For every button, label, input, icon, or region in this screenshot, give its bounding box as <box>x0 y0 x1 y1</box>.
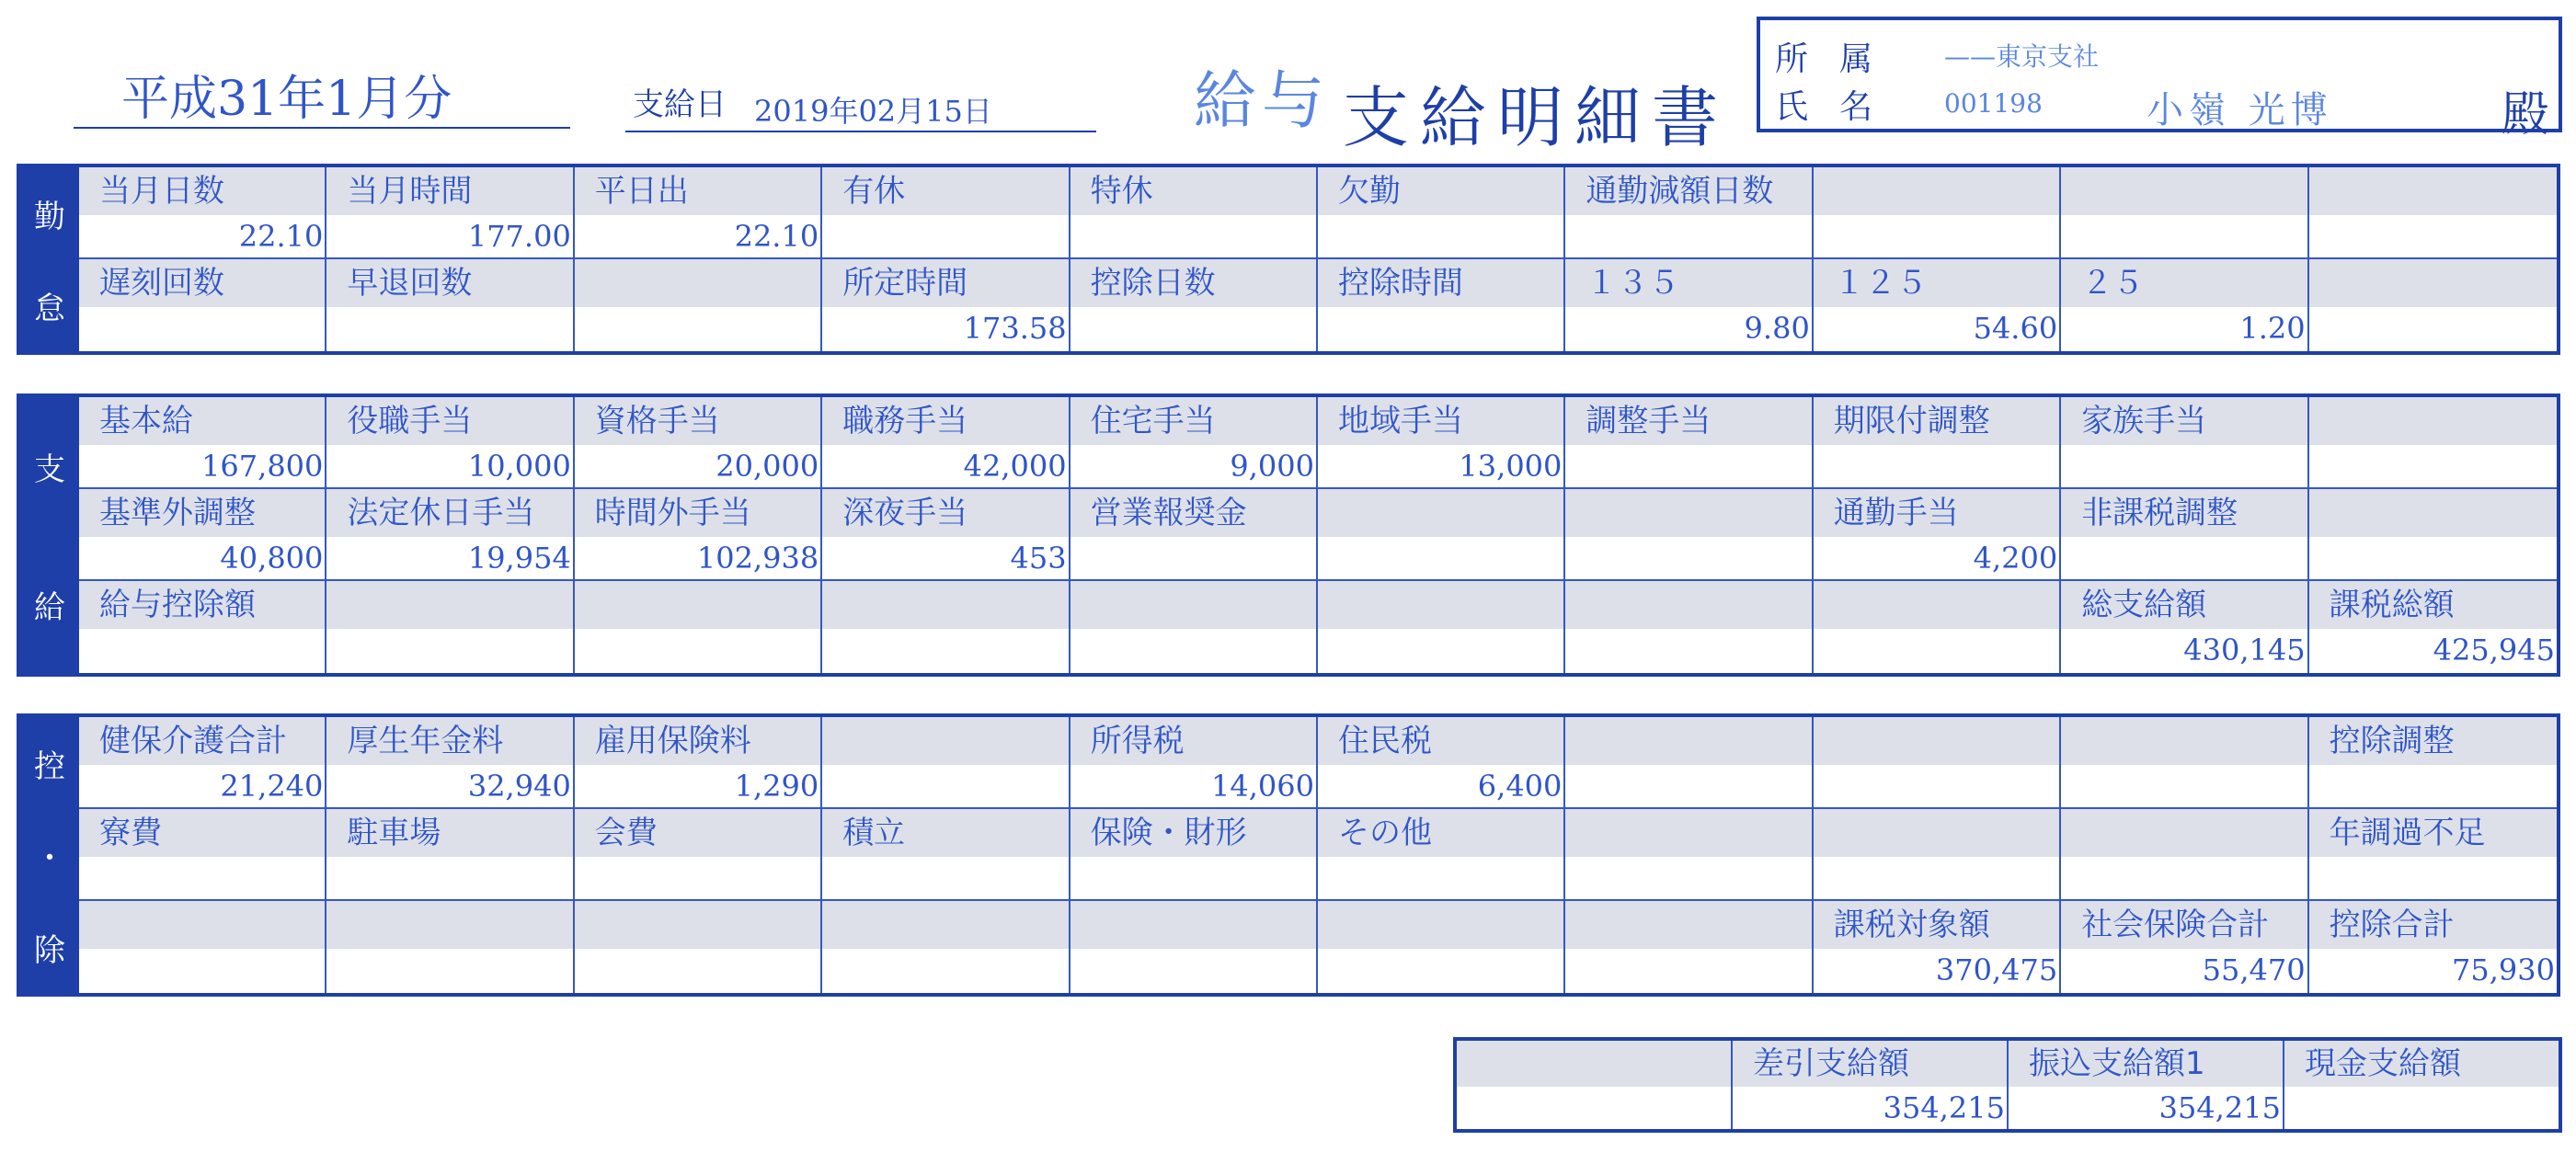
field-cell <box>1814 717 2061 809</box>
field-value: 54.60 <box>1973 311 2058 346</box>
field-value: 40,800 <box>220 541 324 576</box>
field-label <box>2309 489 2557 537</box>
field-label <box>1565 717 1811 765</box>
field-label: 営業報奨金 <box>1070 489 1316 537</box>
field-value <box>1814 765 2059 807</box>
field-cell <box>822 489 1070 581</box>
document-title-part1: 給与 <box>1194 65 1331 138</box>
field-label: 役職手当 <box>326 397 572 445</box>
field-label: 住民税 <box>1318 717 1563 765</box>
field-value <box>2309 307 2557 349</box>
field-label: 家族手当 <box>2061 397 2307 445</box>
deductions-section <box>17 713 2560 997</box>
field-label: 社会保険合計 <box>2061 901 2307 949</box>
field-value <box>79 949 325 991</box>
field-label <box>1814 167 2059 215</box>
field-label <box>326 901 572 949</box>
field-value: 430,145 <box>2183 633 2306 667</box>
field-cell <box>326 581 574 673</box>
field-value <box>1565 629 1811 671</box>
payments-side-label <box>20 397 79 673</box>
field-label: 寮費 <box>79 809 325 857</box>
field-cell <box>1814 489 2061 581</box>
field-cell <box>326 717 574 809</box>
field-cell <box>326 901 574 993</box>
field-cell <box>822 397 1070 489</box>
field-value: 21,240 <box>220 769 324 804</box>
field-label: １２５ <box>1814 259 2059 307</box>
field-label: 住宅手当 <box>1070 397 1316 445</box>
name-label: 氏名 <box>1775 88 1905 126</box>
field-cell <box>2061 901 2308 993</box>
employee-name: 小嶺 光博 <box>2147 89 2333 131</box>
field-cell <box>575 167 822 259</box>
field-value <box>1565 537 1811 579</box>
field-label <box>822 581 1068 629</box>
field-label: 控除合計 <box>2309 901 2557 949</box>
field-cell <box>1318 397 1565 489</box>
field-cell <box>1565 717 1813 809</box>
field-value <box>1814 857 2059 899</box>
side-char: ・ <box>34 839 65 877</box>
field-value <box>1318 857 1563 899</box>
field-cell <box>1814 809 2061 901</box>
dept-label: 所属 <box>1775 40 1905 78</box>
field-cell <box>1814 901 2061 993</box>
field-value: 1.20 <box>2239 311 2306 346</box>
field-cell <box>2309 581 2557 673</box>
deductions-side-label <box>20 717 79 993</box>
field-label: 会費 <box>575 809 820 857</box>
field-value: 9,000 <box>1230 449 1314 484</box>
employee-info-box <box>1757 17 2562 143</box>
attendance-section <box>17 164 2560 355</box>
field-value <box>2061 765 2307 807</box>
field-cell <box>575 717 822 809</box>
field-cell <box>1565 581 1813 673</box>
field-label <box>1070 581 1316 629</box>
field-value <box>575 857 820 899</box>
field-cell <box>1318 901 1565 993</box>
field-cell <box>2009 1041 2284 1129</box>
field-value: 20,000 <box>716 449 819 484</box>
side-char: 給 <box>34 588 65 626</box>
field-value <box>1318 215 1563 257</box>
field-label: 差引支給額 <box>1733 1041 2007 1087</box>
field-label <box>1814 809 2059 857</box>
field-label: 基準外調整 <box>79 489 325 537</box>
field-cell <box>79 717 326 809</box>
field-label <box>326 581 572 629</box>
field-cell <box>1070 397 1318 489</box>
employee-id: 001198 <box>1944 88 2043 119</box>
field-label <box>575 581 820 629</box>
field-label <box>1814 581 2059 629</box>
field-cell <box>1070 489 1318 581</box>
field-value <box>1070 857 1316 899</box>
field-label <box>822 901 1068 949</box>
attendance-grid <box>79 167 2557 351</box>
field-value <box>575 629 820 671</box>
field-cell <box>1070 259 1318 351</box>
deductions-grid <box>79 717 2557 993</box>
field-value <box>79 857 325 899</box>
field-label: 深夜手当 <box>822 489 1068 537</box>
field-label: 年調過不足 <box>2309 809 2557 857</box>
field-label <box>79 901 325 949</box>
pay-date-underline <box>625 131 1096 132</box>
field-label <box>2309 259 2557 307</box>
field-cell <box>1814 167 2061 259</box>
field-label: 基本給 <box>79 397 325 445</box>
field-label: 地域手当 <box>1318 397 1563 445</box>
field-value <box>1070 949 1316 991</box>
field-label: ２５ <box>2061 259 2307 307</box>
field-value <box>1814 445 2059 487</box>
field-value: 102,938 <box>696 541 819 576</box>
field-value <box>1565 949 1811 991</box>
side-char: 怠 <box>34 290 65 327</box>
field-value <box>326 629 572 671</box>
field-label: 非課税調整 <box>2061 489 2307 537</box>
field-label: 健保介護合計 <box>79 717 325 765</box>
field-value <box>2309 537 2557 579</box>
field-cell <box>2061 259 2308 351</box>
field-value <box>2061 215 2307 257</box>
field-value <box>1318 949 1563 991</box>
field-cell <box>1070 581 1318 673</box>
field-cell <box>575 397 822 489</box>
field-label <box>1070 901 1316 949</box>
field-cell <box>1070 901 1318 993</box>
field-label: 欠勤 <box>1318 167 1563 215</box>
field-value: 177.00 <box>467 219 571 254</box>
field-label: 通勤減額日数 <box>1565 167 1811 215</box>
field-cell <box>2309 901 2557 993</box>
field-value <box>1565 765 1811 807</box>
field-label: 課税対象額 <box>1814 901 2059 949</box>
field-cell <box>2061 167 2308 259</box>
field-label <box>1318 581 1563 629</box>
field-value: 75,930 <box>2452 952 2555 987</box>
field-label: 早退回数 <box>326 259 572 307</box>
field-value: 13,000 <box>1459 449 1563 484</box>
field-cell <box>326 167 574 259</box>
field-label <box>1457 1041 1731 1087</box>
field-label <box>1565 809 1811 857</box>
field-cell <box>2284 1041 2559 1129</box>
field-cell <box>822 809 1070 901</box>
field-label: 時間外手当 <box>575 489 820 537</box>
field-value <box>2309 215 2557 257</box>
attendance-side-label <box>20 167 79 351</box>
field-value: 19,954 <box>467 541 571 576</box>
honorific: 殿 <box>2502 87 2550 143</box>
field-value: 354,215 <box>1883 1090 2005 1125</box>
field-value <box>822 765 1068 807</box>
side-char: 支 <box>34 451 65 488</box>
field-label <box>2061 717 2307 765</box>
field-label: 現金支給額 <box>2284 1041 2559 1087</box>
side-char: 除 <box>34 931 65 969</box>
field-cell <box>1565 901 1813 993</box>
field-value <box>1318 629 1563 671</box>
field-value <box>2284 1087 2559 1129</box>
field-cell <box>1814 581 2061 673</box>
field-cell <box>1565 397 1813 489</box>
field-cell <box>2309 489 2557 581</box>
field-value <box>1814 215 2059 257</box>
field-label <box>1318 489 1563 537</box>
field-cell <box>575 259 822 351</box>
field-cell <box>2309 167 2557 259</box>
field-cell <box>79 489 326 581</box>
field-label <box>2309 167 2557 215</box>
field-value <box>326 307 572 349</box>
field-label: 所定時間 <box>822 259 1068 307</box>
field-cell <box>1318 717 1565 809</box>
field-label <box>1565 489 1811 537</box>
field-value <box>575 307 820 349</box>
field-cell <box>79 397 326 489</box>
field-cell <box>326 397 574 489</box>
field-label: 総支給額 <box>2061 581 2307 629</box>
field-cell <box>575 901 822 993</box>
field-value: 453 <box>1010 541 1067 576</box>
field-value: 22.10 <box>734 219 819 254</box>
field-value <box>1070 215 1316 257</box>
field-value: 173.58 <box>963 311 1067 346</box>
pay-period: 平成31年1月分 <box>74 70 570 129</box>
field-value <box>1814 629 2059 671</box>
field-value <box>822 215 1068 257</box>
pay-date-label: 支給日 <box>633 86 727 123</box>
field-label: 資格手当 <box>575 397 820 445</box>
net-pay-box <box>1453 1037 2562 1133</box>
field-label <box>2061 809 2307 857</box>
field-cell <box>79 901 326 993</box>
field-value <box>1318 307 1563 349</box>
field-value <box>79 307 325 349</box>
field-label <box>1565 581 1811 629</box>
field-cell <box>79 259 326 351</box>
field-cell <box>79 167 326 259</box>
field-cell <box>79 581 326 673</box>
field-value <box>1070 307 1316 349</box>
field-label: 雇用保険料 <box>575 717 820 765</box>
field-label: １３５ <box>1565 259 1811 307</box>
field-label <box>2309 397 2557 445</box>
field-value <box>326 857 572 899</box>
field-label: 駐車場 <box>326 809 572 857</box>
field-cell <box>1070 809 1318 901</box>
field-value <box>1457 1087 1731 1129</box>
field-label: 法定休日手当 <box>326 489 572 537</box>
field-value: 4,200 <box>1973 541 2058 576</box>
field-value <box>1565 445 1811 487</box>
field-cell <box>822 901 1070 993</box>
field-label <box>1565 901 1811 949</box>
field-label: 振込支給額1 <box>2009 1041 2283 1087</box>
field-cell <box>1565 489 1813 581</box>
field-cell <box>822 259 1070 351</box>
field-cell <box>2309 397 2557 489</box>
field-label: 積立 <box>822 809 1068 857</box>
field-value <box>2309 765 2557 807</box>
field-value <box>1070 629 1316 671</box>
field-cell <box>822 581 1070 673</box>
field-value <box>2309 445 2557 487</box>
field-cell <box>2061 809 2308 901</box>
field-cell <box>326 809 574 901</box>
field-cell <box>2309 717 2557 809</box>
field-label: 調整手当 <box>1565 397 1811 445</box>
field-cell <box>1733 1041 2009 1129</box>
field-cell <box>822 717 1070 809</box>
field-label: 厚生年金料 <box>326 717 572 765</box>
field-value <box>1070 537 1316 579</box>
field-cell <box>1457 1041 1733 1129</box>
field-label <box>1814 717 2059 765</box>
field-cell <box>575 809 822 901</box>
pay-date: 2019年02月15日 <box>754 94 992 129</box>
field-value <box>2061 537 2307 579</box>
field-label: 控除調整 <box>2309 717 2557 765</box>
side-char: 控 <box>34 747 65 785</box>
field-label <box>1318 901 1563 949</box>
field-label: その他 <box>1318 809 1563 857</box>
field-cell <box>822 167 1070 259</box>
field-cell <box>1318 489 1565 581</box>
field-label: 遅刻回数 <box>79 259 325 307</box>
field-cell <box>79 809 326 901</box>
field-label: 控除日数 <box>1070 259 1316 307</box>
document-title-part2: 支給明細書 <box>1343 79 1730 156</box>
field-label: 特休 <box>1070 167 1316 215</box>
field-label <box>575 259 820 307</box>
field-cell <box>1070 717 1318 809</box>
field-value <box>822 949 1068 991</box>
field-value <box>2061 857 2307 899</box>
field-cell <box>2061 489 2308 581</box>
field-value <box>1565 857 1811 899</box>
field-value: 32,940 <box>467 769 571 804</box>
field-cell <box>2061 581 2308 673</box>
payments-section <box>17 394 2560 677</box>
field-value <box>1565 215 1811 257</box>
field-value <box>2309 857 2557 899</box>
payments-grid <box>79 397 2557 673</box>
field-cell <box>1565 167 1813 259</box>
field-label <box>2061 167 2307 215</box>
field-value: 10,000 <box>467 449 571 484</box>
field-label: 課税総額 <box>2309 581 2557 629</box>
field-cell <box>1318 809 1565 901</box>
field-value: 42,000 <box>963 449 1067 484</box>
field-label: 給与控除額 <box>79 581 325 629</box>
dept-value: ——東京支社 <box>1944 41 2100 72</box>
field-label: 当月日数 <box>79 167 325 215</box>
field-value <box>2061 445 2307 487</box>
field-cell <box>2061 717 2308 809</box>
field-value: 14,060 <box>1211 769 1314 804</box>
field-label: 通勤手当 <box>1814 489 2059 537</box>
field-value: 167,800 <box>201 449 324 484</box>
field-value: 55,470 <box>2202 952 2306 987</box>
field-value: 22.10 <box>238 219 324 254</box>
field-value: 370,475 <box>1935 952 2058 987</box>
field-value: 6,400 <box>1477 769 1563 804</box>
field-cell <box>1070 167 1318 259</box>
field-cell <box>575 489 822 581</box>
field-cell <box>2061 397 2308 489</box>
field-cell <box>1814 259 2061 351</box>
field-label <box>575 901 820 949</box>
field-label: 期限付調整 <box>1814 397 2059 445</box>
side-char: 勤 <box>34 198 65 235</box>
field-value <box>326 949 572 991</box>
field-cell <box>326 259 574 351</box>
field-cell <box>1318 259 1565 351</box>
field-cell <box>2309 809 2557 901</box>
field-value: 9.80 <box>1744 311 1810 346</box>
field-value <box>575 949 820 991</box>
field-cell <box>326 489 574 581</box>
field-label: 有休 <box>822 167 1068 215</box>
field-label <box>822 717 1068 765</box>
field-value: 354,215 <box>2158 1090 2281 1125</box>
field-value <box>1318 537 1563 579</box>
field-value: 1,290 <box>734 769 819 804</box>
field-label: 控除時間 <box>1318 259 1563 307</box>
field-cell <box>1565 259 1813 351</box>
field-cell <box>1318 167 1565 259</box>
field-label: 平日出 <box>575 167 820 215</box>
field-label: 当月時間 <box>326 167 572 215</box>
field-cell <box>1814 397 2061 489</box>
field-label: 職務手当 <box>822 397 1068 445</box>
field-cell <box>1318 581 1565 673</box>
field-value: 425,945 <box>2433 633 2555 667</box>
field-value <box>822 629 1068 671</box>
field-label: 保険・財形 <box>1070 809 1316 857</box>
field-cell <box>2309 259 2557 351</box>
field-cell <box>575 581 822 673</box>
field-cell <box>1565 809 1813 901</box>
field-value <box>822 857 1068 899</box>
field-label: 所得税 <box>1070 717 1316 765</box>
field-value <box>79 629 325 671</box>
